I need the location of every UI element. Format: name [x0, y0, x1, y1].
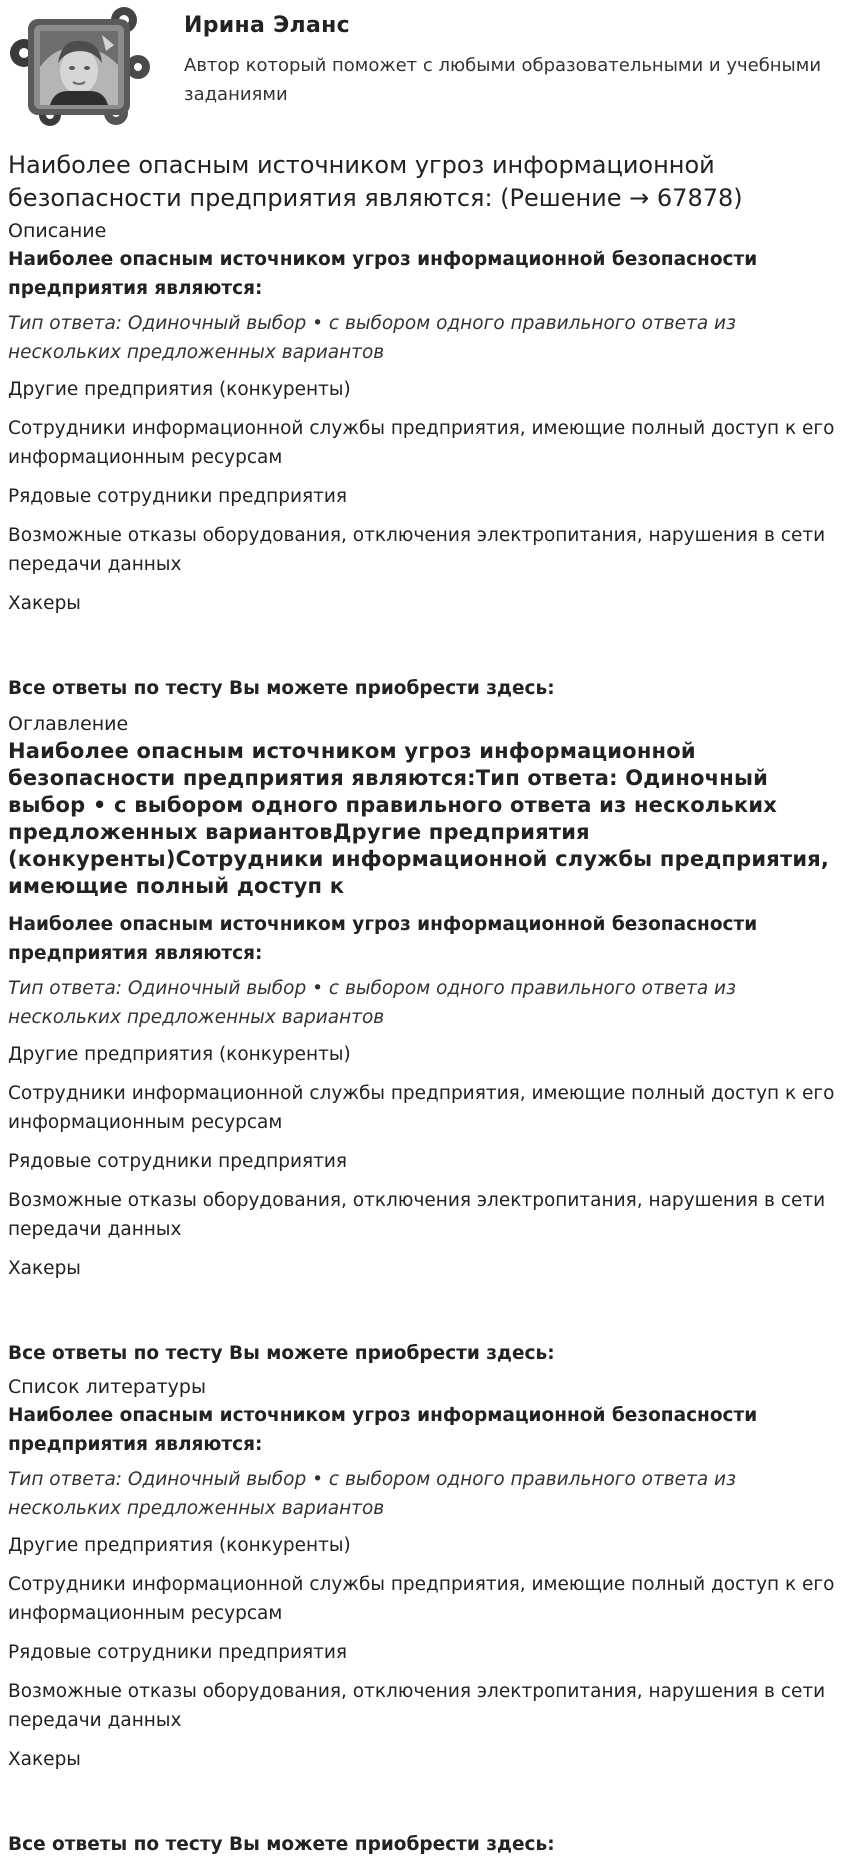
section-label-literature: Список литературы [8, 1376, 206, 1398]
answer-option: Рядовые сотрудники предприятия [8, 1642, 348, 1663]
question-text: Наиболее опасным источником угроз информационной безопасности предприятия являются: [8, 914, 758, 964]
section-label-toc: Оглавление [8, 713, 129, 735]
page-title: Наиболее опасным источником угроз информационной безопасности предприятия являются: (Решение → 67878) [8, 151, 743, 212]
author-name[interactable]: Ирина Эланс [184, 13, 350, 38]
answer-option: Хакеры [8, 1749, 81, 1770]
answer-option: Хакеры [8, 593, 81, 614]
answer-option: Сотрудники информационной службы предприятия, имеющие полный доступ к его информационным ресурсам [8, 1083, 835, 1133]
author-description: Автор который поможет с любыми образовательными и учебными заданиями [184, 55, 822, 105]
purchase-note[interactable]: Все ответы по тесту Вы можете приобрести здесь: [8, 678, 555, 699]
question-text: Наиболее опасным источником угроз информационной безопасности предприятия являются: [8, 249, 758, 299]
toc-section [8, 711, 840, 1368]
answer-option: Сотрудники информационной службы предприятия, имеющие полный доступ к его информационным ресурсам [8, 418, 835, 468]
answer-option: Рядовые сотрудники предприятия [8, 486, 348, 507]
question-text: Наиболее опасным источником угроз информационной безопасности предприятия являются: [8, 1405, 758, 1455]
answer-option: Хакеры [8, 1258, 81, 1279]
answer-option: Другие предприятия (конкуренты) [8, 379, 351, 400]
section-label-description: Описание [8, 220, 107, 242]
main-content [8, 149, 840, 1859]
answer-option: Рядовые сотрудники предприятия [8, 1151, 348, 1172]
answer-option: Другие предприятия (конкуренты) [8, 1044, 351, 1065]
answer-type: Тип ответа: Одиночный выбор • с выбором одного правильного ответа из нескольких предложенных вариантов [8, 1469, 736, 1519]
answer-type: Тип ответа: Одиночный выбор • с выбором одного правильного ответа из нескольких предложенных вариантов [8, 978, 736, 1028]
author-avatar[interactable] [6, 5, 154, 127]
literature-section [8, 1374, 840, 1859]
author-card [0, 0, 847, 130]
answer-option: Возможные отказы оборудования, отключения электропитания, нарушения в сети передачи данных [8, 525, 826, 575]
toc-heading: Наиболее опасным источником угроз информационной безопасности предприятия являются:Тип ответа: Одиночный выбор • с выбором одного правильного ответа из нескольких предложенных вариантовДругие предприятия (конкуренты)Сотрудники информационной службы предприятия, имеющие полный доступ к [8, 739, 830, 898]
answer-type: Тип ответа: Одиночный выбор • с выбором одного правильного ответа из нескольких предложенных вариантов [8, 313, 736, 363]
answer-option: Сотрудники информационной службы предприятия, имеющие полный доступ к его информационным ресурсам [8, 1574, 835, 1624]
description-section [8, 218, 840, 703]
answer-option: Возможные отказы оборудования, отключения электропитания, нарушения в сети передачи данных [8, 1190, 826, 1240]
answer-option: Другие предприятия (конкуренты) [8, 1535, 351, 1556]
answer-option: Возможные отказы оборудования, отключения электропитания, нарушения в сети передачи данных [8, 1681, 826, 1731]
purchase-note[interactable]: Все ответы по тесту Вы можете приобрести здесь: [8, 1343, 555, 1364]
purchase-note[interactable]: Все ответы по тесту Вы можете приобрести здесь: [8, 1834, 555, 1855]
